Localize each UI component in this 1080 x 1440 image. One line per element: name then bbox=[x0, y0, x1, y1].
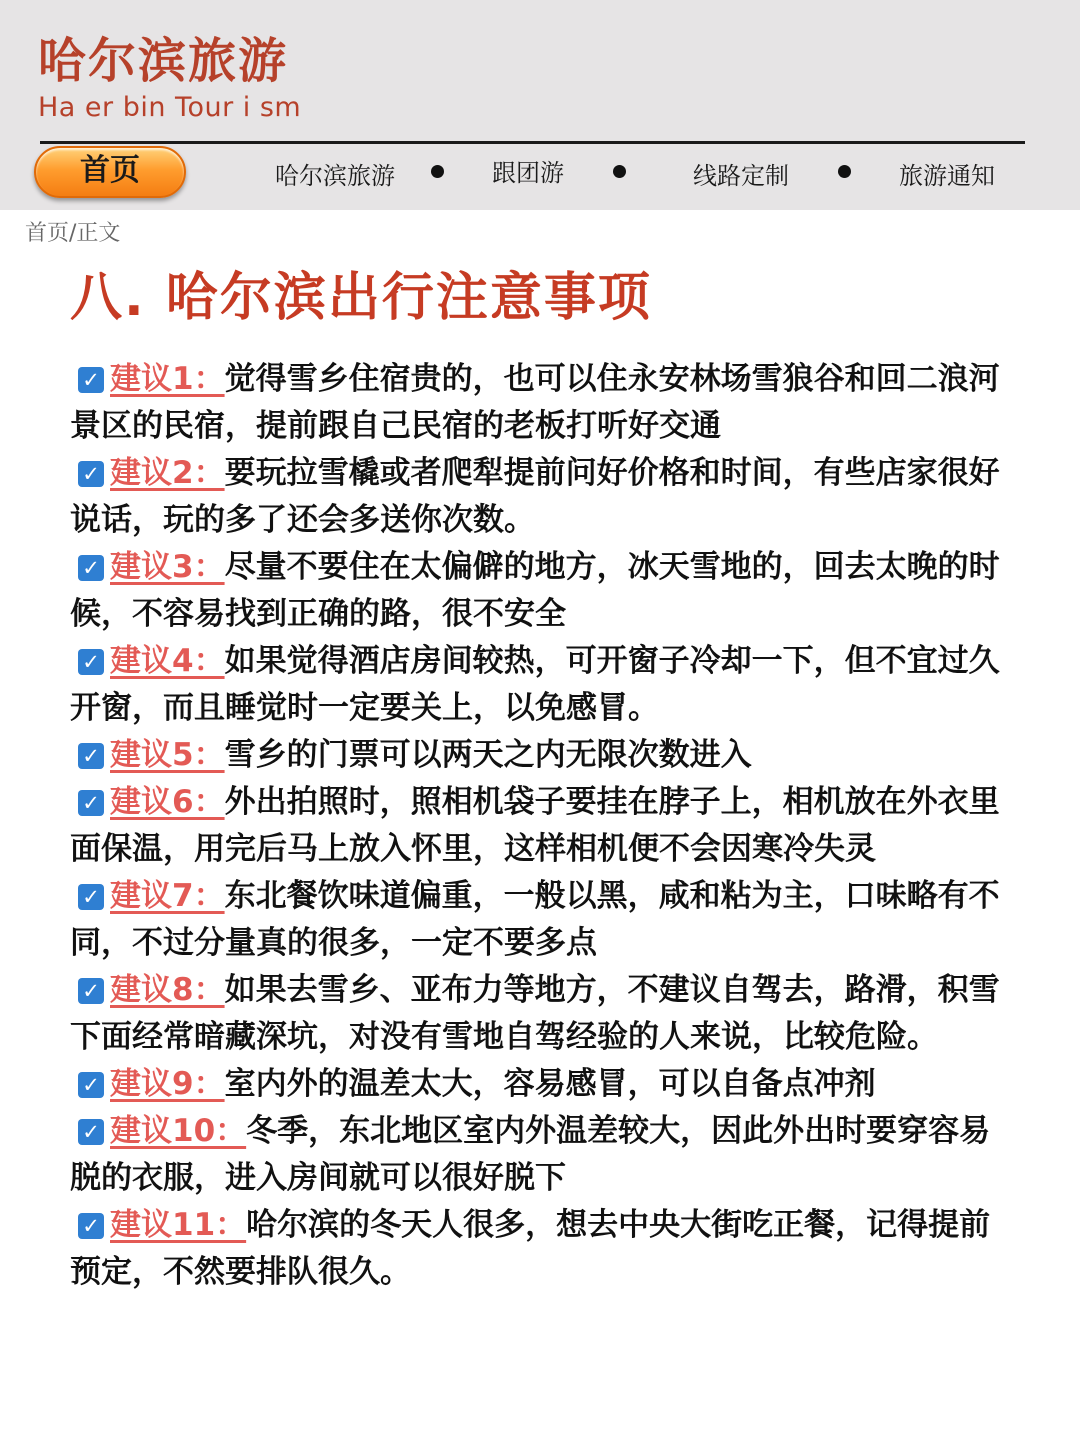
tip-label: 建议6： bbox=[110, 784, 225, 820]
tip-text: 冬季，东北地区室内外温差较大，因此外出时要穿容易脱的衣服，进入房间就可以很好脱下 bbox=[70, 1113, 991, 1196]
checkbox-icon: ✓ bbox=[78, 790, 104, 816]
nav-item-travel-notice[interactable]: 旅游通知 bbox=[899, 162, 995, 190]
tip-label: 建议8： bbox=[110, 972, 225, 1008]
site-subtitle: Ha er bin Tour i sm bbox=[38, 92, 302, 123]
nav-separator-dot bbox=[838, 165, 851, 178]
tip-label: 建议10： bbox=[110, 1113, 247, 1149]
nav-divider bbox=[40, 141, 1025, 144]
tip-item bbox=[70, 638, 1005, 732]
tip-text: 东北餐饮味道偏重，一般以黑，咸和粘为主，口味略有不同，不过分量真的很多，一定不要多点 bbox=[70, 878, 1000, 961]
tip-item bbox=[70, 1061, 1005, 1108]
nav-item-custom-route[interactable]: 线路定制 bbox=[693, 162, 789, 190]
checkbox-icon: ✓ bbox=[78, 1119, 104, 1145]
nav-item-harbin-tourism[interactable]: 哈尔滨旅游 bbox=[275, 162, 395, 190]
tip-item bbox=[70, 732, 1005, 779]
tip-text: 雪乡的门票可以两天之内无限次数进入 bbox=[224, 737, 752, 773]
checkbox-icon: ✓ bbox=[78, 461, 104, 487]
checkbox-icon: ✓ bbox=[78, 1072, 104, 1098]
home-button[interactable]: 首页 bbox=[34, 146, 186, 198]
tip-label: 建议7： bbox=[110, 878, 225, 914]
tip-item bbox=[70, 873, 1005, 967]
tip-label: 建议5： bbox=[110, 737, 225, 773]
tip-text: 哈尔滨的冬天人很多，想去中央大街吃正餐，记得提前预定，不然要排队很久。 bbox=[70, 1207, 991, 1290]
tip-item bbox=[70, 450, 1005, 544]
nav-separator-dot bbox=[613, 165, 626, 178]
page-title: 八. 哈尔滨出行注意事项 bbox=[70, 268, 652, 328]
site-title[interactable]: 哈尔滨旅游 bbox=[38, 33, 289, 89]
breadcrumb[interactable]: 首页/正文 bbox=[25, 221, 121, 246]
tip-text: 外出拍照时，照相机袋子要挂在脖子上，相机放在外衣里面保温，用完后马上放入怀里，这样相机便不会因寒冷失灵 bbox=[70, 784, 1000, 867]
tip-label: 建议3： bbox=[110, 549, 225, 585]
checkbox-icon: ✓ bbox=[78, 1213, 104, 1239]
tip-text: 如果去雪乡、亚布力等地方，不建议自驾去，路滑，积雪下面经常暗藏深坑，对没有雪地自驾经验的人来说，比较危险。 bbox=[70, 972, 1000, 1055]
checkbox-icon: ✓ bbox=[78, 649, 104, 675]
tip-text: 室内外的温差太大，容易感冒，可以自备点冲剂 bbox=[224, 1066, 876, 1102]
tip-item bbox=[70, 544, 1005, 638]
tip-text: 如果觉得酒店房间较热，可开窗子冷却一下，但不宜过久开窗，而且睡觉时一定要关上，以免感冒。 bbox=[70, 643, 1000, 726]
nav-separator-dot bbox=[431, 165, 444, 178]
checkbox-icon: ✓ bbox=[78, 367, 104, 393]
tip-label: 建议1： bbox=[110, 361, 225, 397]
tip-label: 建议11： bbox=[110, 1207, 247, 1243]
tip-item bbox=[70, 1202, 1005, 1296]
tip-label: 建议2： bbox=[110, 455, 225, 491]
nav-item-group-tour[interactable]: 跟团游 bbox=[492, 159, 564, 187]
checkbox-icon: ✓ bbox=[78, 884, 104, 910]
tip-label: 建议4： bbox=[110, 643, 225, 679]
checkbox-icon: ✓ bbox=[78, 743, 104, 769]
checkbox-icon: ✓ bbox=[78, 978, 104, 1004]
tips-list bbox=[70, 356, 1005, 1296]
tip-item bbox=[70, 779, 1005, 873]
tip-item bbox=[70, 967, 1005, 1061]
tip-text: 要玩拉雪橇或者爬犁提前问好价格和时间，有些店家很好说话，玩的多了还会多送你次数。 bbox=[70, 455, 1000, 538]
tip-item bbox=[70, 1108, 1005, 1202]
checkbox-icon: ✓ bbox=[78, 555, 104, 581]
site-header bbox=[0, 0, 1080, 210]
tip-text: 尽量不要住在太偏僻的地方，冰天雪地的，回去太晚的时候，不容易找到正确的路，很不安全 bbox=[70, 549, 1000, 632]
tip-item bbox=[70, 356, 1005, 450]
tip-text: 觉得雪乡住宿贵的，也可以住永安林场雪狼谷和回二浪河景区的民宿，提前跟自己民宿的老板打听好交通 bbox=[70, 361, 1000, 444]
tip-label: 建议9： bbox=[110, 1066, 225, 1102]
